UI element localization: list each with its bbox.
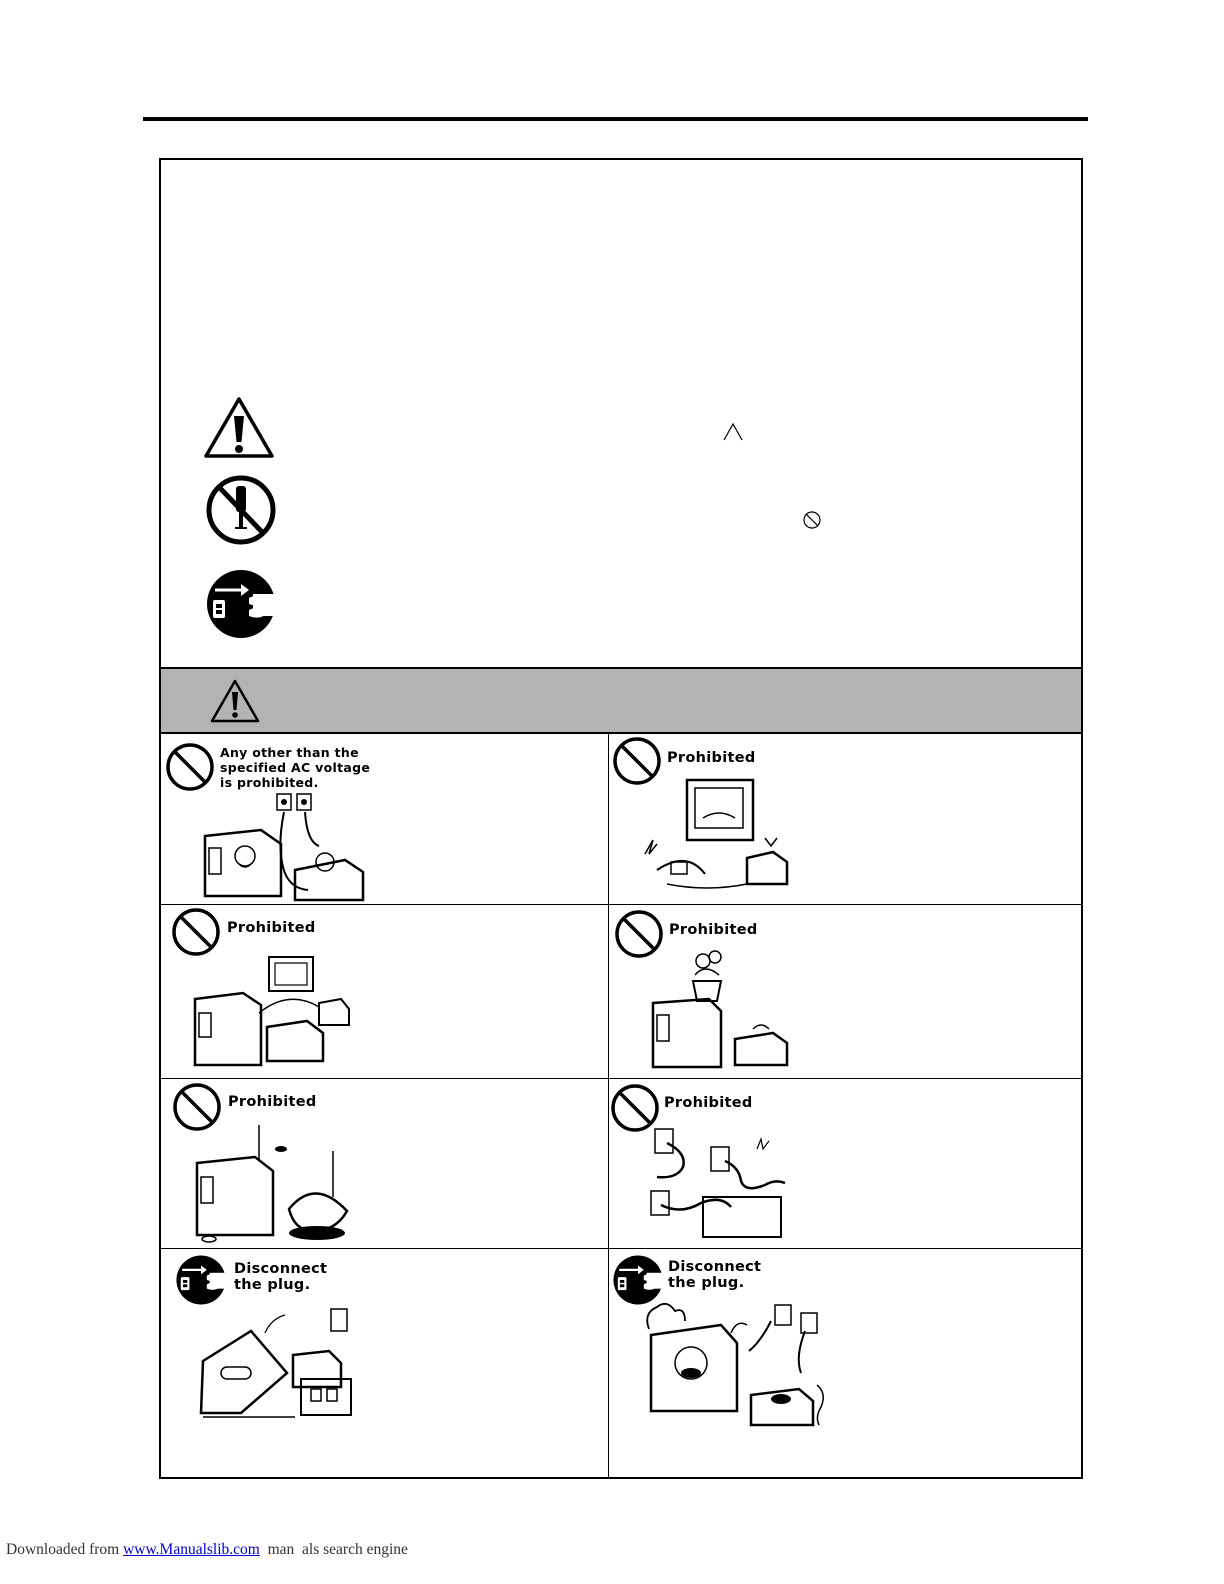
cell-label: Prohibited <box>664 1095 753 1111</box>
printer-tipped-over-illustration <box>195 1303 365 1423</box>
printer-voltage-illustration <box>199 790 369 902</box>
small-triangle-icon <box>722 422 744 442</box>
cell-label: Prohibited <box>227 920 316 936</box>
cell-label: Prohibited <box>667 750 756 766</box>
warning-triangle-icon <box>203 396 275 460</box>
top-rule <box>143 117 1088 121</box>
warning-grid <box>161 734 1081 1477</box>
safety-summary-frame <box>159 158 1083 1479</box>
warning-cell-6 <box>609 1079 1081 1248</box>
warning-triangle-icon <box>209 678 261 724</box>
printer-smoking-illustration <box>641 1299 831 1433</box>
warning-cell-1 <box>161 734 608 904</box>
warning-cell-5 <box>161 1079 608 1248</box>
small-prohibited-icon <box>802 510 822 530</box>
cell-label: Prohibited <box>669 922 758 938</box>
cell-label: Any other than the specified AC voltage is prohibited. <box>220 745 371 790</box>
disconnect-plug-icon <box>175 1254 227 1306</box>
warning-header-band <box>161 667 1081 734</box>
prohibited-icon <box>165 742 215 792</box>
warning-cell-7 <box>161 1249 608 1477</box>
warning-cell-3 <box>161 905 608 1078</box>
cell-label: Prohibited <box>228 1094 317 1110</box>
warning-cell-2 <box>609 734 1081 904</box>
warning-cell-4 <box>609 905 1081 1078</box>
damaged-power-cord-illustration <box>647 1125 797 1243</box>
manualslib-link[interactable]: www.Manualslib.com <box>123 1541 260 1558</box>
disconnect-plug-icon <box>205 568 277 640</box>
cell-label: Disconnect the plug. <box>234 1261 328 1293</box>
cell-label: Disconnect the plug. <box>668 1259 762 1291</box>
printer-near-equipment-illustration <box>189 951 359 1073</box>
page-footer <box>6 1541 408 1559</box>
warning-cell-8 <box>609 1249 1081 1477</box>
printer-foreign-objects-illustration <box>191 1121 361 1245</box>
prohibited-icon <box>171 907 221 957</box>
no-disassembly-icon <box>205 474 277 546</box>
printer-liquid-illustration <box>637 774 797 896</box>
printer-flower-vase-illustration <box>647 945 797 1073</box>
footer-prefix: Downloaded from <box>6 1541 124 1558</box>
footer-suffix: man als search engine <box>259 1541 408 1558</box>
